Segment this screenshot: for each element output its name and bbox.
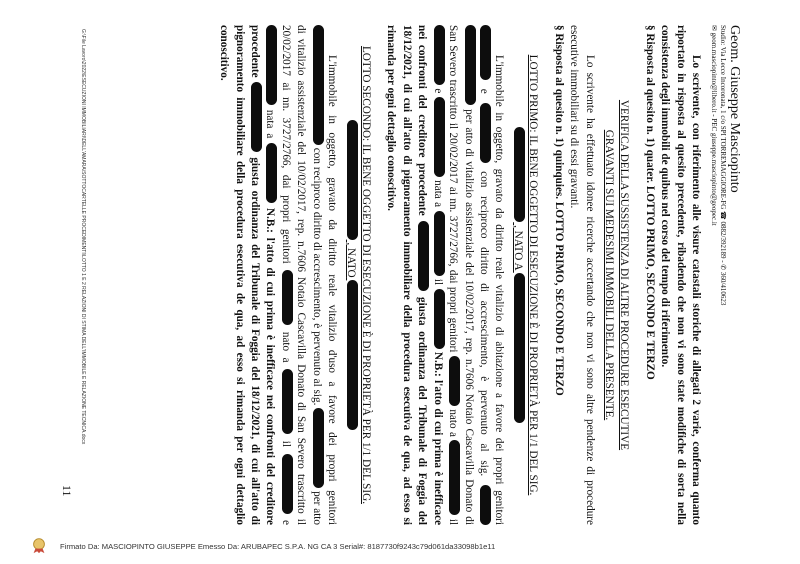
signature-text: Firmato Da: MASCIOPINTO GIUSEPPE Emesso Da: ARUBAPEC S.P.A. NG CA 3 Serial#: 8187730f9243c79d061da33098b1e11 xyxy=(60,542,496,551)
redacted-name xyxy=(266,25,277,105)
verifica-text: Lo scrivente ha effettuato idonee ricerche accertando che non vi sono altre pendenze di procedure esecutive immobiliari su di essi gravanti. xyxy=(568,25,596,525)
lotto-secondo-title xyxy=(343,25,373,525)
redacted-name xyxy=(449,356,460,406)
lotto2-text-b: con reciproco diritto di accrescimento, è pervenuto al sig. xyxy=(310,147,323,406)
lotto2-text-c: per atto di vitalizio assistenziale del 10/02/2017, rep. n.7606 Notaio Cascavilla Donato di San Severo trascritto il 20/02/2017 ai nn. 3727/2766, dai propri genitori xyxy=(279,25,323,526)
page-number: 11 xyxy=(60,485,74,497)
lotto-secondo-title-b: , NATO xyxy=(345,242,358,278)
lotto1-nb: N.B.: l'atto di cui prima è inefficace nei confronti del creditore procedente xyxy=(416,25,444,526)
redacted-birthplace xyxy=(434,211,445,276)
lotto1-text-c: con reciproco diritto di accrescimento, è pervenuto al sig. xyxy=(477,171,490,477)
digital-signature-bar xyxy=(0,534,800,558)
lotto-primo-title-b: , NATO A xyxy=(512,225,525,270)
redacted-date xyxy=(434,25,445,85)
redacted-birthplace xyxy=(282,369,293,434)
verifica-title-2: GRAVANTI SUI MEDESIMI IMMOBILI DELLA PRESENTE. xyxy=(602,129,615,421)
redacted-name xyxy=(465,25,476,105)
letterhead xyxy=(709,25,742,525)
signature-seal-icon xyxy=(30,536,48,554)
redacted-name xyxy=(282,270,293,325)
file-path-footer: G:\File Lavoro\2022\ESECUZIONI IMMOBILIARI\DELL'AMARA\SOTTOCARTELLE PROCEDIMENTI\LOTTO 1 E 2 RELAZIONI DI STIMA DELL'IMMOBILE E RELAZIONE TECNICA.docx xyxy=(80,29,86,445)
redacted-birthplace xyxy=(347,280,358,430)
lotto1-text-i: il xyxy=(431,278,444,286)
lotto-secondo-title-a: LOTTO SECONDO: IL BENE OGGETTO DI ESECUZIONE È DI PROPRIETÀ PER 1/1 DEL SIG. xyxy=(360,45,373,505)
lotto2-nb-2: giusta ordinanza del Tribunale di Foggia del 18/12/2021, di cui all'atto di pignoramento immobiliare della procedura esecutiva de qua, ad esso si rimanda per ogni dettaglio conoscitivo. xyxy=(218,25,262,526)
lotto2-text-f: e xyxy=(279,520,292,526)
redacted-name xyxy=(313,25,324,145)
redacted-birthplace xyxy=(514,273,525,423)
lotto1-text-a: L'immobile in oggetto, gravato da diritto reale vitalizio di abitazione a favore dei propri genitori xyxy=(493,55,506,525)
answer-heading-quinquies: § Risposta al quesito n. 1) quinquies. LOTTO PRIMO, SECONDO E TERZO xyxy=(552,25,565,396)
redacted-name xyxy=(480,485,491,525)
lotto1-text-e: nato a xyxy=(447,409,460,437)
redacted-name xyxy=(514,127,525,222)
lotto-primo-paragraph xyxy=(383,25,506,525)
redacted-date xyxy=(282,454,293,514)
lotto1-text-h: nata a xyxy=(431,180,444,208)
redacted-name xyxy=(480,25,491,80)
lotto2-text-a: L'immobile in oggetto, gravato da diritto reale vitalizio d'uso a favore dei propri genitori xyxy=(326,55,339,525)
redacted-name xyxy=(313,408,324,488)
lotto1-text-b: e xyxy=(477,88,490,94)
redacted-name xyxy=(347,120,358,240)
lotto-secondo-paragraph xyxy=(216,25,339,525)
lotto2-text-e: il xyxy=(279,440,292,447)
surveyor-name: Geom. Giuseppe Masciopinto xyxy=(727,25,742,193)
redacted-birthplace xyxy=(266,143,277,203)
redacted-date xyxy=(434,289,445,349)
lotto1-text-f: il xyxy=(447,518,460,526)
verifica-title-1: VERIFICA DELLA SUSSISTENZA DI ALTRE PROCEDURE ESECUTIVE xyxy=(618,99,631,451)
lotto2-text-d: nato a xyxy=(279,331,292,363)
redacted-name xyxy=(480,103,491,163)
redacted-birthplace xyxy=(449,440,460,515)
intro-paragraph: Lo scrivente, con riferimento alle visure catastali storiche di allegati 2 varie, conferma quanto riportato in risposta al quesito precedente, ribadendo che non vi sono state modifiche di sorta nella consistenza degli immobili de quibus nel corso del tempo di riferimento. xyxy=(659,25,702,525)
rotated-sheet xyxy=(50,15,750,535)
lotto1-nb-2: giusta ordinanza del Tribunale di Foggia del 18/12/2021, di cui all'atto di pignoramento immobiliare della procedura esecutiva de qua, ad esso si rimanda per ogni dettaglio conoscitivo. xyxy=(385,25,429,526)
lotto2-text-g: nata a xyxy=(264,109,277,139)
redacted-name xyxy=(434,97,445,177)
redacted-creditor xyxy=(418,221,429,291)
studio-address: Studio: Via Lecce Incoronata, 1 c/o SPI TORREMAGGIORE-FG ☎ 0882/392189 - ✆ 360/410623 xyxy=(719,25,727,306)
answer-heading-quater: § Risposta al quesito n. 1) quater. LOTTO PRIMO, SECONDO E TERZO xyxy=(643,25,656,380)
contact-email: ✉ geom.masciopinto@libero.it - PEC giuseppe.masciopinto@geopec.it xyxy=(710,25,718,226)
redacted-creditor xyxy=(251,82,262,152)
lotto-primo-title-a: LOTTO PRIMO: IL BENE OGGETTO DI ESECUZIONE È DI PROPRIETÀ PER 1/1 DEL SIG. xyxy=(527,54,540,496)
lotto1-text-g: e xyxy=(431,88,444,94)
lotto2-nb: N.B.: l'atto di cui prima è inefficace nei confronti del creditore procedente xyxy=(249,25,277,526)
lotto-primo-title xyxy=(510,25,540,525)
lotto1-text-d: per atto di vitalizio assistenziale del 10/02/2017, rep. n.7606 Notaio Cascavilla Donato di San Severo trascritto il 20/02/2017 ai nn. 3727/2766, dai propri genitori xyxy=(447,25,475,525)
